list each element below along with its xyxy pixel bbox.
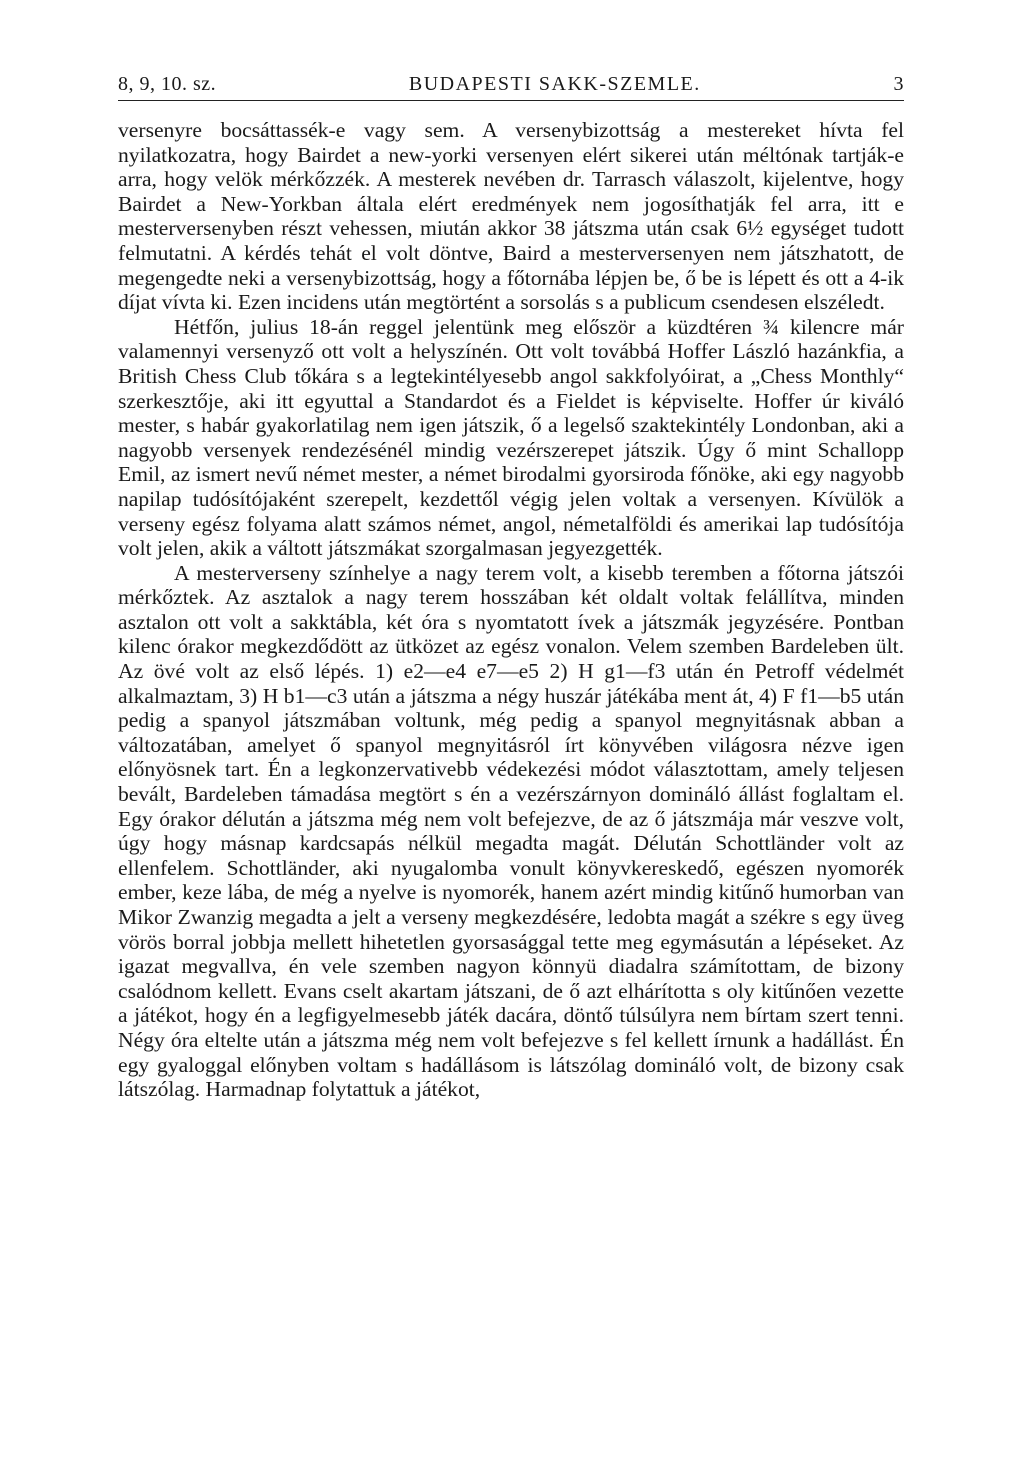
running-header bbox=[118, 56, 904, 101]
paragraph: versenyre bocsáttassék-e vagy sem. A versenybizottság a mestereket hívta fel nyilatkozatra, hogy Bairdet a new-yorki versenyen elért sikerei után méltónak tartják-e arra, hogy velök mérkőzzék. A mesterek nevében dr. Tarrasch válaszolt, kijelentve, hogy Bairdet a New-Yorkban általa elért eredmények nem jogosíthatják fel arra, itt e mesterversenyben részt vehessen, miután akkor 38 játszma után csak 6½ egységet tudott felmutatni. A kérdés tehát el volt döntve, Baird a mesterversenyen nem játszhatott, de megengedte neki a versenybizottság, hogy a főtornába lépjen be, ő be is lépett és ott a 4-ik díjat vívta ki. Ezen incidens után megtörtént a sorsolás s a publicum csendesen elszéledt. bbox=[118, 118, 904, 315]
paragraph: Hétfőn, julius 18-án reggel jelentünk meg először a küzdtéren ¾ kilencre már valamennyi versenyző ott volt a helyszínén. Ott volt továbbá Hoffer László hazánkfia, a British Chess Club tőkára s a legtekintélyesebb angol sakkfolyóirat, a „Chess Monthly“ szerkesztője, aki itt egyuttal a Standardot és a Fieldet is képviselte. Hoffer úr kiváló mester, s habár gyakorlatilag nem igen játszik, ő a legelső szaktekintély Londonban, aki a nagyobb versenyek rendezésénél mindig vezérszerepet játszik. Úgy ő mint Schallopp Emil, az ismert nevű német mester, a német birodalmi gyorsiroda főnöke, aki egy nagyobb napilap tudósítójaként szerepelt, kezdettől végig jelen voltak a versenyen. Kívülök a verseny egész folyama alatt számos német, angol, németalföldi és amerikai lap tudósítója volt jelen, akik a váltott játszmákat szorgalmasan jegyezgették. bbox=[118, 314, 904, 561]
paragraph: A mesterverseny színhelye a nagy terem volt, a kisebb teremben a főtorna játszói mérkőztek. Az asztalok a nagy terem hosszában két oldalt voltak felállítva, minden asztalon ott volt a sakktábla, két óra s nyomtatott ívek a játszmák jegyzésére. Pontban kilenc órakor megkezdődött az ütközet az egész vonalon. Velem szemben Bardeleben ült. Az övé volt az első lépés. 1) e2—e4 e7—e5 2) H g1—f3 után én Petroff védelmét alkalmaztam, 3) H b1—c3 után a játszma a négy huszár játékába ment át, 4) F f1—b5 után pedig a spanyol játszmában voltunk, még pedig a spanyol megnyitásnak abban a változatában, amelyet ő spanyol megnyitásról írt könyvében világosra nézve igen előnyösnek tart. Én a legkonzervativebb védekezési módot választottam, amely teljesen bevált, Bardeleben támadása megtört s én a vezérszárnyon domináló állást foglaltam el. Egy órakor délután a játszma még nem volt befejezve, de az ő játszmája már veszve volt, úgy hogy másnap kardcsapás nélkül megadta magát. Délután Schottländer volt az ellenfelem. Schottländer, aki nyugalomba vonult könyvkereskedő, egészen nyomorék ember, keze lába, de még a nyelve is nyomorék, hanem azért mindig kitűnő humorban van Mikor Zwanzig megadta a jelt a verseny megkezdésére, ledobta magát a székre s egy üveg vörös borral jobbja mellett hihetetlen gyorsasággal tette meg egymásután a lépéseket. Az igazat megvallva, én vele szemben nagyon könnyü diadalra számítottam, de bizony csalódnom kellett. Evans cselt akartam játszani, de ő azt elhárította s oly kitűnően vezette a játékot, hogy én a legfigyelmesebb játék dacára, döntő túlsúlyra nem bírtam szert tenni. Négy óra eltelte után a játszma még nem volt befejezve s fel kellett írnunk a hadállást. Én egy gyaloggal előnyben voltam s hadállásom is látszólag domináló volt, de bizony csak látszólag. Harmadnap folytattuk a játékot, bbox=[118, 560, 904, 1102]
body-text bbox=[118, 118, 904, 1102]
page-number: 3 bbox=[893, 73, 904, 95]
issue-number: 8, 9, 10. sz. bbox=[118, 73, 217, 95]
journal-title: BUDAPESTI SAKK-SZEMLE. bbox=[408, 73, 701, 95]
